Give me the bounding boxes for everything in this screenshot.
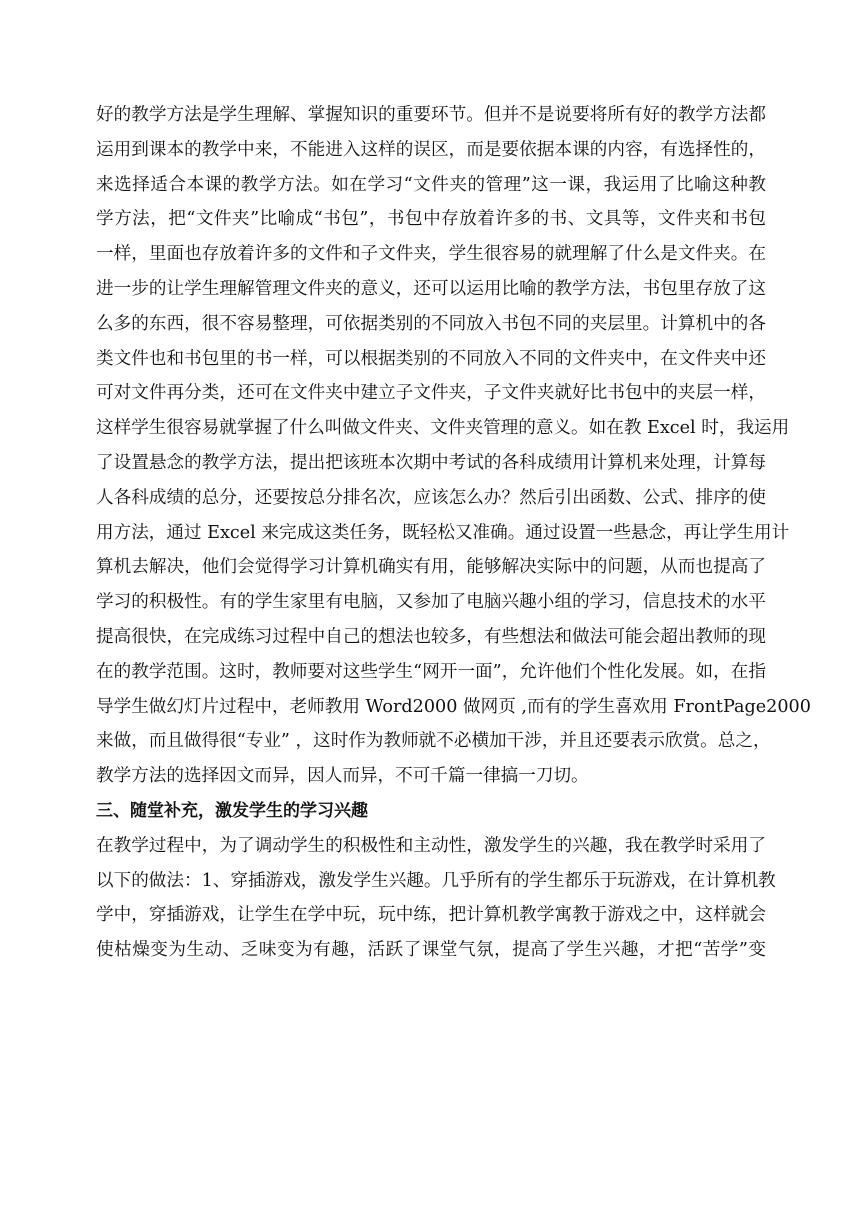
text-line: 提高很快，在完成练习过程中自己的想法也较多，有些想法和做法可能会超出教师的现: [96, 626, 766, 647]
text-line: 人各科成绩的总分，还要按总分排名次，应该怎么办？然后引出函数、公式、排序的使: [96, 487, 766, 508]
text-line: 可对文件再分类，还可在文件夹中建立子文件夹，子文件夹就好比书包中的夹层一样，: [96, 383, 766, 404]
text-line: 类文件也和书包里的书一样，可以根据类别的不同放入不同的文件夹中，在文件夹中还: [96, 348, 766, 369]
text-line: 算机去解决，他们会觉得学习计算机确实有用，能够解决实际中的问题，从而也提高了: [96, 557, 766, 578]
document-body: [96, 98, 811, 968]
text-line: 一样，里面也存放着许多的文件和子文件夹，学生很容易的就理解了什么是文件夹。在: [96, 244, 766, 265]
text-line: 好的教学方法是学生理解、掌握知识的重要环节。但并不是说要将所有好的教学方法都: [96, 105, 766, 125]
text-line: 学方法，把“文件夹”比喻成“书包”，书包中存放着许多的书、文具等，文件夹和书包: [96, 209, 766, 230]
text-line: 以下的做法：1、穿插游戏，激发学生兴趣。几乎所有的学生都乐于玩游戏，在计算机教: [96, 870, 776, 891]
text-line: 使枯燥变为生动、乏味变为有趣，活跃了课堂气氛，提高了学生兴趣，才把“苦学”变: [96, 940, 766, 961]
text-line: 学习的积极性。有的学生家里有电脑，又参加了电脑兴趣小组的学习，信息技术的水平: [96, 592, 766, 613]
text-line: 么多的东西，很不容易整理，可依据类别的不同放入书包不同的夹层里。计算机中的各: [96, 313, 766, 334]
text-line: 这样学生很容易就掌握了什么叫做文件夹、文件夹管理的意义。如在教 Excel 时，我运用: [96, 418, 790, 439]
text-line: 进一步的让学生理解管理文件夹的意义，还可以运用比喻的教学方法，书包里存放了这: [96, 278, 766, 299]
text-line: 了设置悬念的教学方法，提出把该班本次期中考试的各科成绩用计算机来处理，计算每: [96, 452, 766, 473]
text-line: 学中，穿插游戏，让学生在学中玩，玩中练，把计算机教学寓教于游戏之中，这样就会: [96, 905, 766, 926]
text-line: 来做，而且做得很“专业” ，这时作为教师就不必横加干涉，并且还要表示欣赏。总之，: [96, 731, 771, 752]
paragraph-interest: [96, 829, 776, 968]
text-line: 来选择适合本课的教学方法。如在学习“文件夹的管理”这一课，我运用了比喻这种教: [96, 174, 766, 195]
section-heading: 三、随堂补充，激发学生的学习兴趣: [96, 800, 368, 821]
text-line: 导学生做幻灯片过程中，老师教用 Word2000 做网页 ,而有的学生喜欢用 FrontPage2000: [96, 696, 811, 717]
text-line: 用方法，通过 Excel 来完成这类任务，既轻松又准确。通过设置一些悬念，再让学生用计: [96, 522, 790, 543]
paragraph-teaching-methods: [96, 98, 811, 794]
text-line: 在教学过程中，为了调动学生的积极性和主动性，激发学生的兴趣，我在教学时采用了: [96, 835, 766, 856]
text-line: 运用到课本的教学中来，不能进入这样的误区，而是要依据本课的内容，有选择性的，: [96, 139, 766, 160]
text-line: 教学方法的选择因文而异，因人而异，不可千篇一律搞一刀切。: [96, 766, 589, 787]
text-line: 在的教学范围。这时，教师要对这些学生“网开一面”，允许他们个性化发展。如，在指: [96, 661, 766, 682]
